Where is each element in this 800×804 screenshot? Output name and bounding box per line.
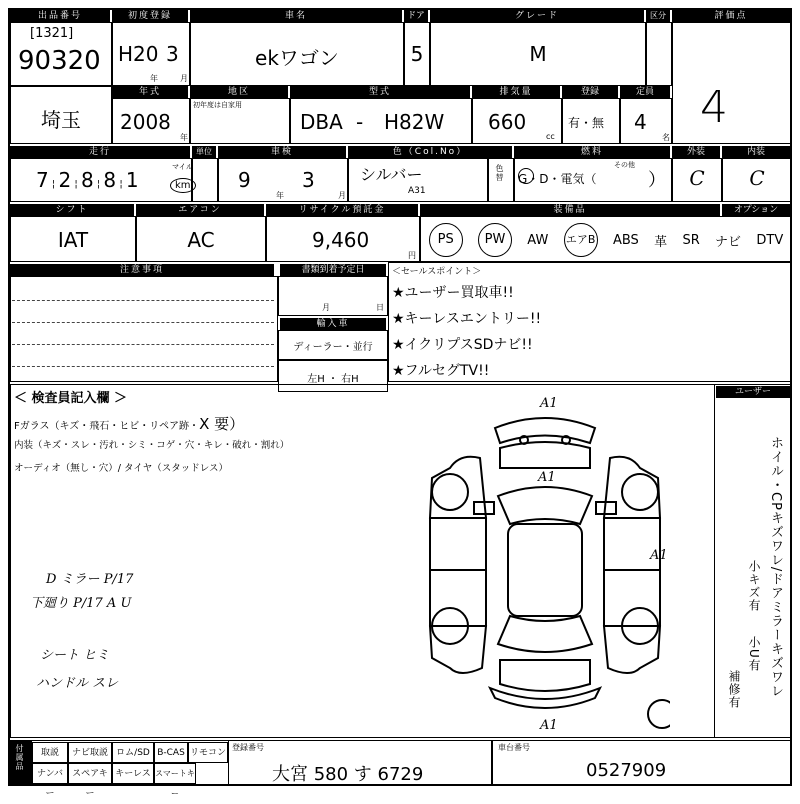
deadline-cell (278, 276, 388, 316)
chassis-header: 車台番号 (498, 743, 530, 752)
color-name: シルバー (360, 165, 423, 184)
handwritten-note: 下廻り P/17 A U (30, 596, 132, 611)
equip-leather: 革 (654, 234, 668, 250)
equip-abs: ABS (612, 232, 639, 248)
vertical-note: 小キズ有 (747, 560, 761, 612)
class-header: 区分 (646, 10, 670, 22)
model-year-unit: 年 (180, 133, 188, 142)
shaken-month-unit: 月 (338, 191, 346, 200)
grade-header: グレード (430, 10, 644, 22)
acc-keyless: キーレス (112, 763, 154, 784)
interior-header: 内装 (722, 146, 790, 158)
color-code: A31 (408, 186, 426, 196)
options-header: オプション (722, 204, 790, 216)
shaken-year: 9 (238, 168, 251, 192)
doors: 5 (410, 42, 424, 66)
class-cell (646, 22, 672, 86)
acc-smart-key: スマートキー (154, 763, 196, 784)
deadline-day: 日 (376, 303, 384, 312)
mileage-digit: 8 (80, 168, 94, 192)
handle-side: 左H ・ 右H (307, 374, 359, 385)
equip-ps: PS (429, 223, 463, 257)
pref-header: 地区 (190, 86, 288, 98)
deadline-month: 月 (322, 303, 330, 312)
exterior: C (689, 166, 705, 190)
lot-code: [1321] (30, 26, 74, 41)
shaken-year-unit: 年 (276, 191, 284, 200)
fuel-options: G・D・電気（ (518, 172, 597, 186)
doors-header: ドア (404, 10, 428, 22)
equip-dtv: DTV (756, 232, 784, 248)
displacement: 660 (488, 110, 527, 134)
sales-point: ★フルセグTV!! (392, 363, 490, 379)
fuel-header: 燃料 (514, 146, 670, 158)
handwritten-note: シート ヒミ (40, 648, 110, 663)
type-header: 型式 (290, 86, 470, 98)
plate-number: 大宮 580 す 6729 (272, 764, 424, 785)
equipment-header: 装備品 (420, 204, 720, 216)
mileage-digit: 7 (36, 168, 49, 192)
lot-number: 90320 (18, 46, 101, 76)
chassis-number: 0527909 (586, 760, 667, 781)
mileage-digit: 1 (125, 168, 139, 192)
notes-header: 注意事項 (10, 264, 274, 276)
sales-point: ★イクリプスSDナビ!! (392, 337, 533, 353)
fuel-close: ） (648, 170, 666, 191)
aircon-header: エアコン (136, 204, 264, 216)
era: H20 (118, 42, 159, 66)
lot-no-header: 出品番号 (10, 10, 110, 22)
handwritten-note: D ミラー P/17 (46, 572, 134, 587)
model-year: 2008 (120, 110, 171, 134)
sales-header: ＜セールスポイント＞ (392, 267, 482, 277)
acc-remote: リモコン (188, 742, 228, 763)
sales-point: ★ユーザー買取車!! (392, 285, 514, 301)
prefecture: 埼玉 (41, 108, 81, 132)
glass-line (14, 413, 244, 434)
km-circled: km (170, 178, 196, 193)
shaken-month: 3 (302, 168, 315, 192)
damage-mark: A1 (538, 470, 556, 485)
reg-header: 登録 (562, 86, 618, 98)
cc-unit: cc (546, 132, 555, 141)
equipment-list (421, 222, 791, 258)
acc-bcas: B-CAS (154, 742, 188, 763)
score: 4 (700, 82, 728, 133)
car-name: ekワゴン (255, 46, 339, 70)
type-model: H82W (384, 110, 445, 134)
deadline-header: 書類到着予定日 (280, 264, 386, 276)
displacement-header: 排気量 (472, 86, 560, 98)
fuel-g-circle (518, 168, 534, 184)
exterior-header: 外装 (672, 146, 720, 158)
seats: 4 (634, 110, 647, 134)
fuel-other: その他 (614, 161, 635, 169)
mileage: 7 ¦ 2 ¦ 8 ¦ 8 ¦ 1 (36, 168, 139, 192)
color-header: 色（Col.No） (348, 146, 512, 158)
recycle-header: リサイクル預託金 (266, 204, 418, 216)
reg-month: 3 (166, 42, 179, 66)
seats-unit: 名 (662, 133, 670, 142)
user-header: ユーザー (716, 386, 790, 398)
acc-navi-manual: ナビ取説 (68, 742, 112, 763)
model-note: 初年度は自家用 (193, 101, 242, 109)
type-dash: - (356, 110, 364, 134)
notes-line (12, 322, 274, 323)
tax: 有・無 (568, 116, 605, 130)
acc-spare-key: スペアキー (68, 763, 112, 784)
car-name-header: 車名 (190, 10, 402, 22)
sales-point: ★キーレスエントリー!! (392, 311, 542, 327)
equip-aw: AW (527, 232, 549, 248)
glass-mark: X 要） (199, 415, 245, 433)
vertical-note: 小U有 (747, 636, 761, 672)
aircon: AC (187, 228, 215, 252)
mileage-digit: 8 (103, 168, 117, 192)
mile-label: マイル (172, 163, 193, 171)
year-reg-header: 初度登録 (112, 10, 188, 22)
damage-mark: A1 (540, 396, 558, 411)
unit-cell (192, 158, 218, 202)
color-change: 色替 (495, 164, 504, 182)
yen-unit: 円 (408, 251, 416, 260)
acc-plate: ナンバー (32, 763, 68, 784)
acc-manual: 取説 (32, 742, 68, 763)
damage-mark: A1 (650, 548, 668, 563)
import-type: ディーラー・並行 (293, 342, 373, 353)
vertical-note: 補修有 (727, 670, 741, 709)
grade: M (529, 42, 547, 66)
reg-month-unit: 月 (180, 74, 188, 83)
type-prefix: DBA (300, 110, 343, 134)
import-header: 輸入車 (280, 318, 386, 330)
glass-options: Fガラス（キズ・飛石・ヒビ・リペア跡・ (14, 421, 200, 432)
plate-header: 登録番号 (232, 743, 264, 752)
seats-header: 定員 (620, 86, 670, 98)
recycle-fee: 9,460 (312, 228, 370, 252)
mileage-header: 走行 (10, 146, 190, 158)
interior: C (749, 166, 765, 190)
equip-navi: ナビ (715, 234, 742, 250)
equip-sr: SR (682, 232, 700, 248)
notes-line (12, 366, 274, 367)
mileage-digit: 2 (58, 168, 72, 192)
handwritten-note: ハンドル スレ (36, 676, 119, 691)
score-header: 評価点 (672, 10, 790, 22)
equip-pw: PW (478, 223, 512, 257)
shift: IAT (57, 228, 89, 252)
reg-year-unit: 年 (150, 74, 158, 83)
shaken-header: 車検 (218, 146, 346, 158)
interior-line: 内装（キズ・スレ・汚れ・シミ・コゲ・穴・キレ・破れ・割れ） (14, 440, 290, 451)
shift-header: シフト (10, 204, 134, 216)
notes-line (12, 300, 274, 301)
acc-rom: ロム/SD (112, 742, 154, 763)
vertical-note: ホイル・CPキズワレ/ドアミラーキズワレ (768, 436, 783, 699)
inspector-title: ＜ 検査員記入欄 ＞ (14, 391, 128, 406)
notes-line (12, 344, 274, 345)
audio-line: オーディオ（無し・穴）/ タイヤ（スタッドレス） (14, 463, 228, 474)
car-diagram (420, 398, 670, 736)
damage-mark: A1 (540, 718, 558, 733)
model-year-header: 年式 (112, 86, 188, 98)
accessories-label: 付属品 (15, 744, 24, 771)
unit-header: 単位 (192, 146, 216, 158)
equip-airbag: エアB (564, 223, 598, 257)
score-cell (672, 22, 792, 144)
